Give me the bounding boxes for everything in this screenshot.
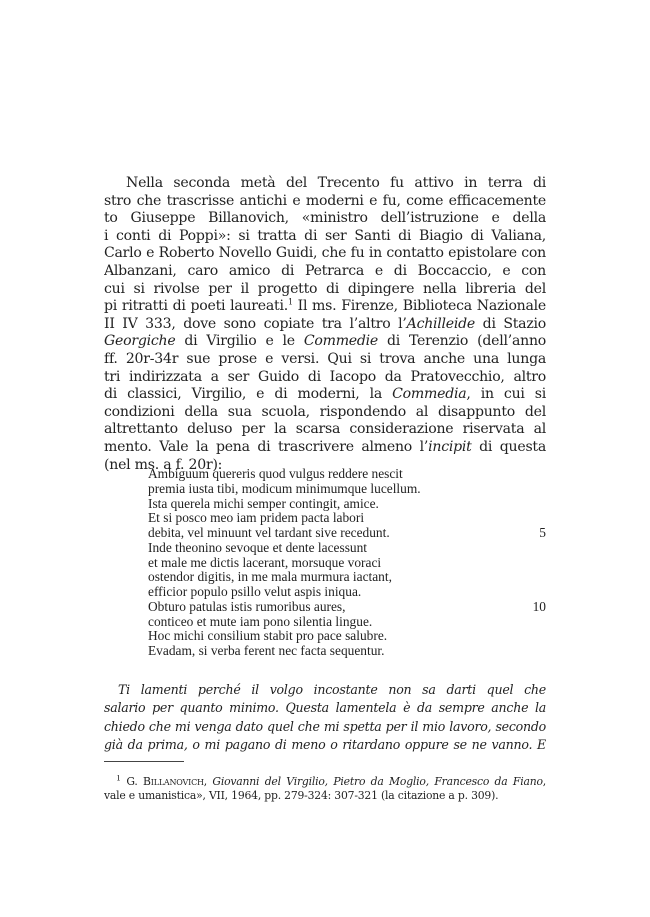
translation-line: già da prima, o mi pagano di meno o ritardano oppure se ne vanno. E <box>104 736 546 752</box>
footnote <box>104 775 546 803</box>
translation-line: chiedo che mi venga dato quel che mi spetta per il mio lavoro, secondo <box>104 718 546 734</box>
text-run: mento. Vale la pena di trascrivere almeno l’ <box>104 438 429 455</box>
text-run: di questa <box>479 438 546 455</box>
paragraph-line <box>104 298 546 316</box>
paragraph-line: Nella seconda metà del Trecento fu attivo in terra di <box>126 175 546 191</box>
poem-verse <box>148 600 546 615</box>
poem-verse: Hoc michi consilium stabit pro pace salubre. <box>148 628 388 644</box>
poem-verse: efficior populo psillo velut aspis iniqua. <box>148 584 362 599</box>
cited-title: Giovanni del Virgilio, Pietro da Moglio, Francesco da Fiano <box>212 775 543 788</box>
poem-verse: Inde theonino sevoque et dente lacessunt <box>148 539 368 555</box>
poem-verse: Evadam, si verba ferent nec facta sequentur. <box>148 643 385 658</box>
footnote-reference[interactable]: 1 <box>287 298 293 307</box>
paragraph-line: to Giuseppe Billanovich, «ministro dell’istruzione e della <box>104 210 546 227</box>
poem-verse: Ista querela michi semper contingit, amice. <box>148 495 379 511</box>
text-run: G. <box>126 775 144 788</box>
verse-text: Obturo patulas istis rumoribus aures, <box>148 598 346 614</box>
footnote-line: vale e umanistica», VII, 1964, pp. 279-324: 307-321 (la citazione a p. 309). <box>104 789 499 802</box>
text-run: , <box>203 775 213 788</box>
footnote-number: 1 <box>116 775 121 783</box>
paragraph-line: i conti di Poppi»: si tratta di ser Santi di Biagio di Valiana, <box>104 227 546 244</box>
paragraph-line <box>104 333 546 351</box>
paragraph-line <box>104 439 546 457</box>
latin-poem <box>148 467 546 659</box>
text-run: di classici, Virgilio, e di moderni, la <box>104 386 393 403</box>
footnote-line <box>104 775 546 789</box>
poem-verse: Ambiguum quereris quod vulgus reddere nescit <box>148 466 403 481</box>
poem-verse: premia iusta tibi, modicum minimumque lucellum. <box>148 480 421 496</box>
paragraph-line: altrettanto deluso per la scarsa considerazione riservata al <box>104 421 546 438</box>
poem-verse: et male me dictis lacerant, morsuque voraci <box>148 554 382 570</box>
verse-text: debita, vel minuunt vel tardant sive recedunt. <box>148 525 390 540</box>
text-run: , in cui si <box>466 386 546 403</box>
paragraph-line: cui si rivolse per il progetto di dipingere nella libreria del <box>104 280 546 297</box>
text-run: , <box>542 775 546 788</box>
work-title: Commedie <box>303 333 379 350</box>
paragraph-line: Carlo e Roberto Novello Guidi, che fu in contatto epistolare con <box>104 245 546 262</box>
paragraph-line: stro che trascrisse antichi e moderni e fu, come efficacemente <box>104 192 546 209</box>
translation-line: Ti lamenti perché il volgo incostante non sa darti quel che <box>118 682 546 697</box>
work-title: Achilleide <box>406 315 476 332</box>
poem-verse: conticeo et mute iam pono silentia lingue. <box>148 613 373 629</box>
main-paragraph <box>104 175 546 474</box>
italian-translation <box>104 681 546 754</box>
verse-number: 10 <box>532 598 546 614</box>
text-run: Il ms. Firenze, Biblioteca Nazionale <box>297 298 546 315</box>
poem-verse: Et si posco meo iam pridem pacta labori <box>148 510 365 526</box>
poem-verse <box>148 526 546 541</box>
paragraph-line: tri indirizzata a ser Guido di Iacopo da Pratovecchio, altro <box>104 368 546 385</box>
author-name: Billanovich <box>143 775 204 788</box>
incipit-term: incipit <box>428 438 472 455</box>
paragraph-line: condizioni della sua scuola, rispondendo al disappunto del <box>104 403 546 420</box>
paragraph-line: Albanzani, caro amico di Petrarca e di Boccaccio, e con <box>104 262 546 279</box>
paragraph-line <box>104 386 546 404</box>
text-run: di Virgilio e le <box>175 333 304 350</box>
text-run: di Terenzio (dell’anno <box>386 333 546 350</box>
text-run: II IV 333, dove sono copiate tra l’altro l’ <box>104 315 407 332</box>
footnote-divider <box>104 761 184 762</box>
text-run: di Stazio <box>482 315 546 332</box>
poem-verse: ostendor digitis, in me mala murmura iactant, <box>148 569 392 585</box>
text-run: pi ritratti di poeti laureati. <box>104 298 288 315</box>
verse-number: 5 <box>539 525 546 540</box>
work-title: Commedia <box>392 386 467 403</box>
work-title: Georgiche <box>104 333 176 350</box>
paragraph-line: ff. 20r-34r sue prose e versi. Qui si trova anche una lunga <box>104 350 546 367</box>
translation-line: salario per quanto minimo. Questa lamentela è da sempre anche la <box>104 700 546 716</box>
paragraph-line: (nel ms. a f. 20r): <box>104 456 223 473</box>
paragraph-line <box>104 316 546 334</box>
